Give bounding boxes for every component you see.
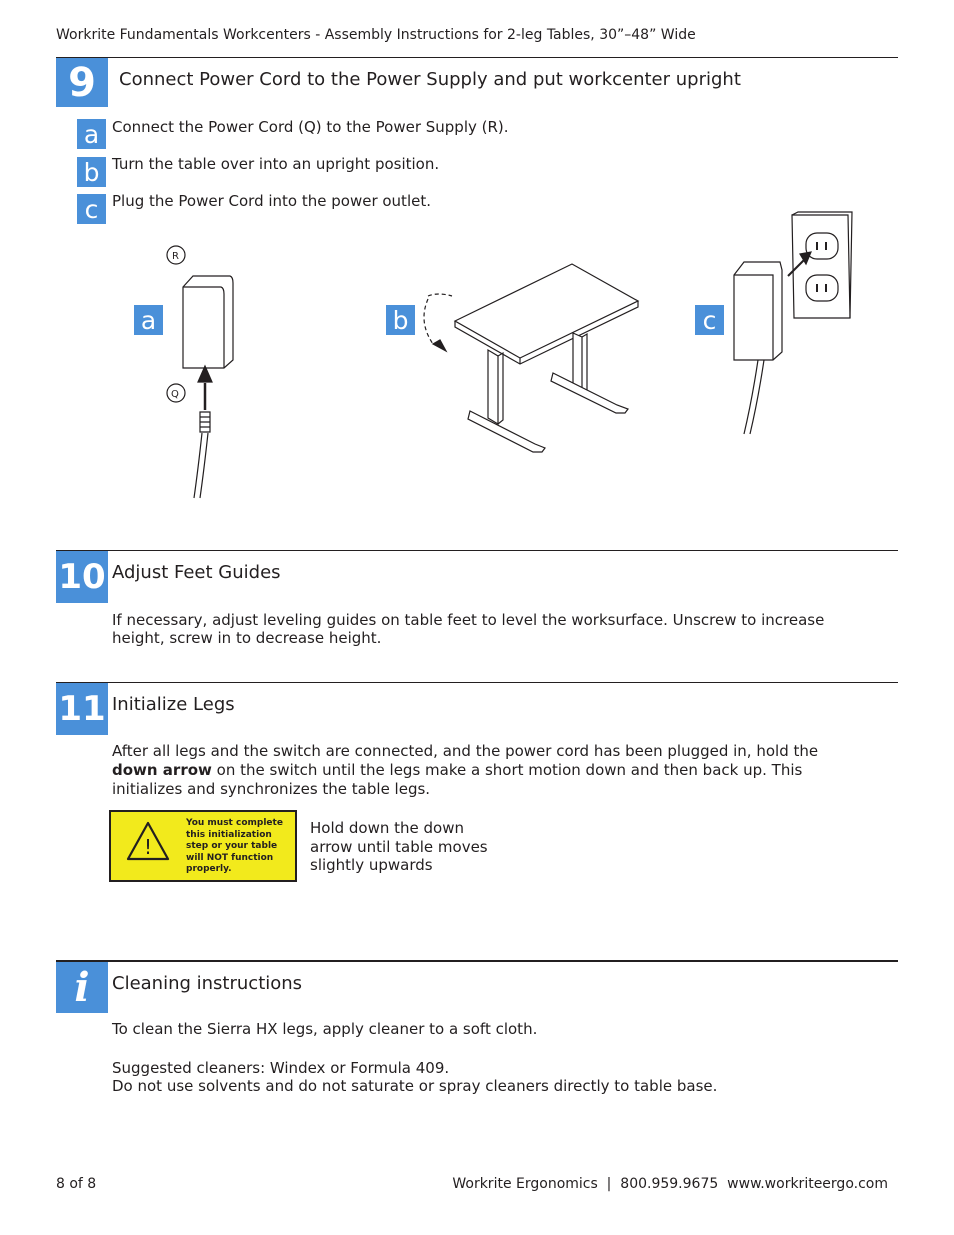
figure-label-a: a (134, 305, 163, 335)
note-line: Hold down the down (310, 819, 465, 837)
section-divider (56, 682, 898, 683)
substep-text: Plug the Power Cord into the power outlet. (112, 192, 431, 210)
section-divider (56, 960, 898, 962)
figure-label-c: c (695, 305, 724, 335)
step-body-line: If necessary, adjust leveling guides on table feet to level the worksurface. Unscrew to increase (112, 611, 825, 629)
step-title: Connect Power Cord to the Power Supply and put workcenter upright (119, 69, 741, 90)
warning-box (109, 810, 297, 882)
step-title: Adjust Feet Guides (112, 562, 281, 583)
cleaning-line: To clean the Sierra HX legs, apply cleaner to a soft cloth. (112, 1020, 538, 1038)
substep-letter: b (77, 157, 106, 187)
warning-symbol: ! (143, 835, 153, 859)
callout-r-label: R (172, 251, 179, 262)
page-number: 8 of 8 (56, 1176, 97, 1192)
step-number: 9 (56, 58, 108, 107)
cleaning-line: Do not use solvents and do not saturate or spray cleaners directly to table base. (112, 1077, 718, 1095)
step-body-line: initializes and synchronizes the table legs. (112, 780, 431, 798)
step-number: 11 (56, 683, 108, 735)
step-title: Initialize Legs (112, 694, 235, 715)
outlet-illustration (734, 212, 852, 434)
step-number: 10 (56, 551, 108, 603)
step-title: Cleaning instructions (112, 973, 303, 994)
step-body-line: After all legs and the switch are connected, and the power cord has been plugged in, hold the (112, 742, 819, 760)
table-illustration (424, 264, 638, 452)
footer-contact: Workrite Ergonomics | 800.959.9675 www.workriteergo.com (452, 1176, 888, 1192)
warning-text: You must complete this initialization step or your table will NOT function properly. (186, 818, 283, 874)
step-body-line (112, 761, 802, 780)
page-header: Workrite Fundamentals Workcenters - Assembly Instructions for 2-leg Tables, 30”–48” Wide (56, 27, 696, 43)
cleaning-line: Suggested cleaners: Windex or Formula 409. (112, 1059, 450, 1077)
substep-text: Turn the table over into an upright position. (112, 155, 440, 173)
substep-letter: a (77, 119, 106, 149)
substep-letter: c (77, 194, 106, 224)
info-icon: i (56, 962, 108, 1013)
note-line: arrow until table moves (310, 838, 488, 856)
step-body-line: height, screw in to decrease height. (112, 629, 382, 647)
callout-q-label: Q (171, 389, 179, 400)
substep-text: Connect the Power Cord (Q) to the Power Supply (R). (112, 118, 509, 136)
note-line: slightly upwards (310, 856, 433, 874)
body-text: on the switch until the legs make a short motion down and then back up. This (211, 761, 803, 779)
section-divider (56, 550, 898, 551)
emphasis-text: down arrow (112, 761, 212, 779)
warning-triangle-icon (125, 820, 171, 862)
power-supply-illustration (167, 246, 233, 498)
assembly-illustration (0, 0, 954, 520)
figure-label-b: b (386, 305, 415, 335)
